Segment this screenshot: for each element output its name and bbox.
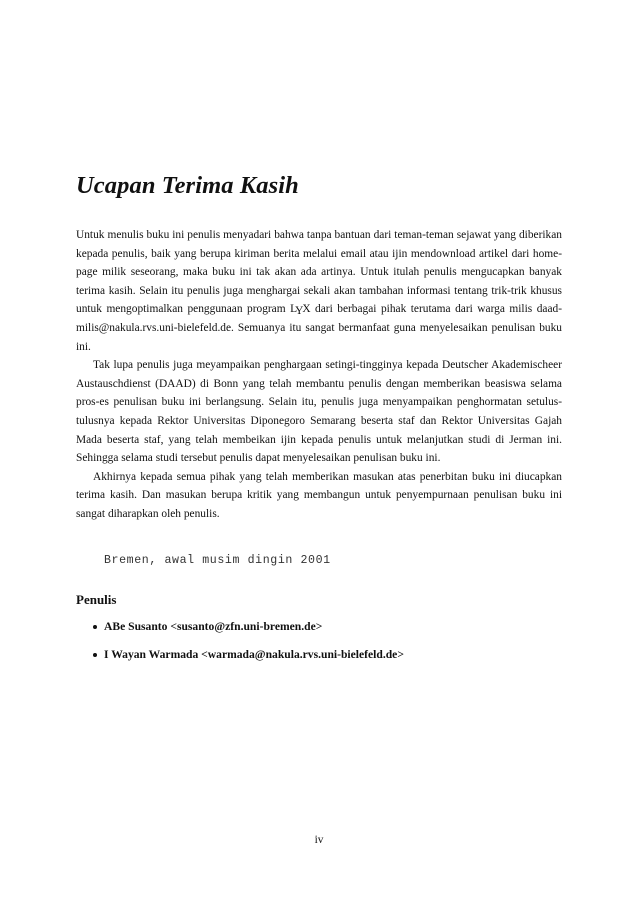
list-item [76,648,404,672]
paragraph-3: Akhirnya kepada semua pihak yang telah memberikan masukan atas penerbitan buku ini diucapkan terima kasih. Dan masukan berupa kritik yang membangun untuk penyempurnaan penulisan buku ini sangat diharapkan oleh penulis. [76,470,562,520]
chapter-title: Ucapan Terima Kasih [76,172,299,199]
page-number: iv [314,834,324,846]
paragraph-1-text-start: Untuk menulis buku ini penulis menyadari bahwa tanpa bantuan dari teman-teman sejawat yang diberikan kepada penulis, baik yang berupa kiriman berita melalui email atau ijin mendownload artikel dari home-page milik seseorang, maka buku ini tak akan ada artinya. Untuk itulah penulis mengucapkan banyak terima kasih. Selain itu penulis juga menghargai sekali akan tambahan informasi tentang trik-trik khusus untuk mengoptimalkan penggunaan program [76,229,562,316]
signoff-place-date: Bremen, awal musim dingin 2001 [104,554,331,567]
lyx-logo: LYX [290,303,311,318]
bullet-icon [93,625,97,629]
authors-heading: Penulis [76,592,117,607]
list-item [76,620,404,644]
author-list [76,620,404,676]
paragraph-1 [76,226,562,356]
paragraph-1-text-end: dari berbagai pihak terutama dari warga milis daad-milis@nakula.rvs.uni-bielefeld.de. Semuanya itu sangat bermanfaat guna menyelesaikan penulisan buku ini. [76,303,562,353]
acknowledgement-body [76,226,562,524]
author-entry: I Wayan Warmada <warmada@nakula.rvs.uni-bielefeld.de> [104,648,404,661]
paragraph-2: Tak lupa penulis juga meyampaikan penghargaan setingi-tingginya kepada Deutscher Akademischeer Austauschdienst (DAAD) di Bonn yang telah membantu penulis dengan memberikan beasiswa selama pros-es penulisan buku ini berlangsung. Selain itu, penulis juga menyampaikan penghormatan setulus-tulusnya kepada Rektor Universitas Diponegoro Semarang beserta staf dan Rektor Universitas Gajah Mada beserta staf, yang telah membeikan ijin kepada penulis untuk melanjutkan studi di Jerman ini. Sehingga selama studi tersebut penulis dapat menyelesaikan penulisan buku ini. [76,359,562,465]
author-entry: ABe Susanto <susanto@zfn.uni-bremen.de> [104,620,323,633]
bullet-icon [93,653,97,657]
